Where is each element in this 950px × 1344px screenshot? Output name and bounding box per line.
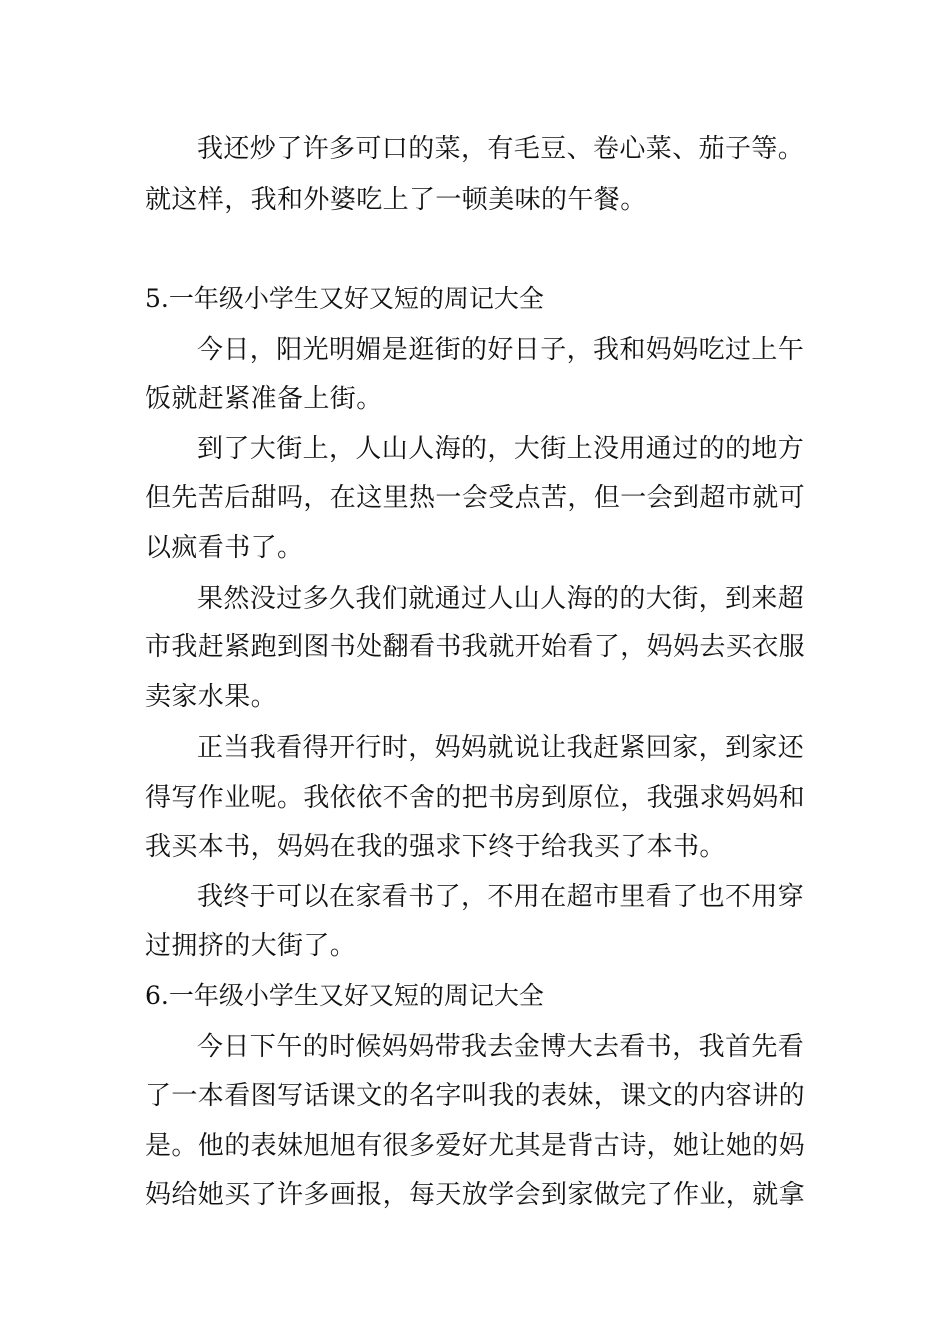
text-line: 市我赶紧跑到图书处翻看书我就开始看了，妈妈去买衣服 [145, 632, 806, 662]
text-line: 饭就赶紧准备上街。 [145, 384, 383, 414]
text-line: 果然没过多久我们就通过人山人海的的大街，到来超 [197, 584, 805, 614]
text-line: 过拥挤的大街了。 [145, 931, 357, 961]
text-line: 以疯看书了。 [145, 533, 304, 563]
text-line: 妈给她买了许多画报，每天放学会到家做完了作业，就拿 [145, 1180, 806, 1210]
text-line: 我买本书，妈妈在我的强求下终于给我买了本书。 [145, 832, 726, 862]
text-line: 今日下午的时候妈妈带我去金博大去看书，我首先看 [197, 1032, 805, 1062]
text-line: 卖家水果。 [145, 682, 278, 712]
text-line: 到了大街上，人山人海的，大街上没用通过的的地方 [197, 434, 805, 464]
text-line: 正当我看得开行时，妈妈就说让我赶紧回家，到家还 [197, 733, 805, 763]
text-line: 了一本看图写话课文的名字叫我的表妹，课文的内容讲的 [145, 1081, 806, 1111]
text-line: 是。他的表妹旭旭有很多爱好尤其是背古诗，她让她的妈 [145, 1131, 806, 1161]
section-heading: 6.一年级小学生又好又短的周记大全 [145, 981, 544, 1010]
text-line: 但先苦后甜吗，在这里热一会受点苦，但一会到超市就可 [145, 483, 806, 513]
text-line: 得写作业呢。我依依不舍的把书房到原位，我强求妈妈和 [145, 783, 806, 813]
text-line: 我终于可以在家看书了，不用在超市里看了也不用穿 [197, 882, 805, 912]
text-line: 我还炒了许多可口的菜，有毛豆、卷心菜、茄子等。 [197, 134, 805, 164]
section-heading: 5.一年级小学生又好又短的周记大全 [145, 284, 544, 313]
text-line: 就这样，我和外婆吃上了一顿美味的午餐。 [145, 185, 647, 215]
text-line: 今日，阳光明媚是逛街的好日子，我和妈妈吃过上午 [197, 335, 805, 365]
